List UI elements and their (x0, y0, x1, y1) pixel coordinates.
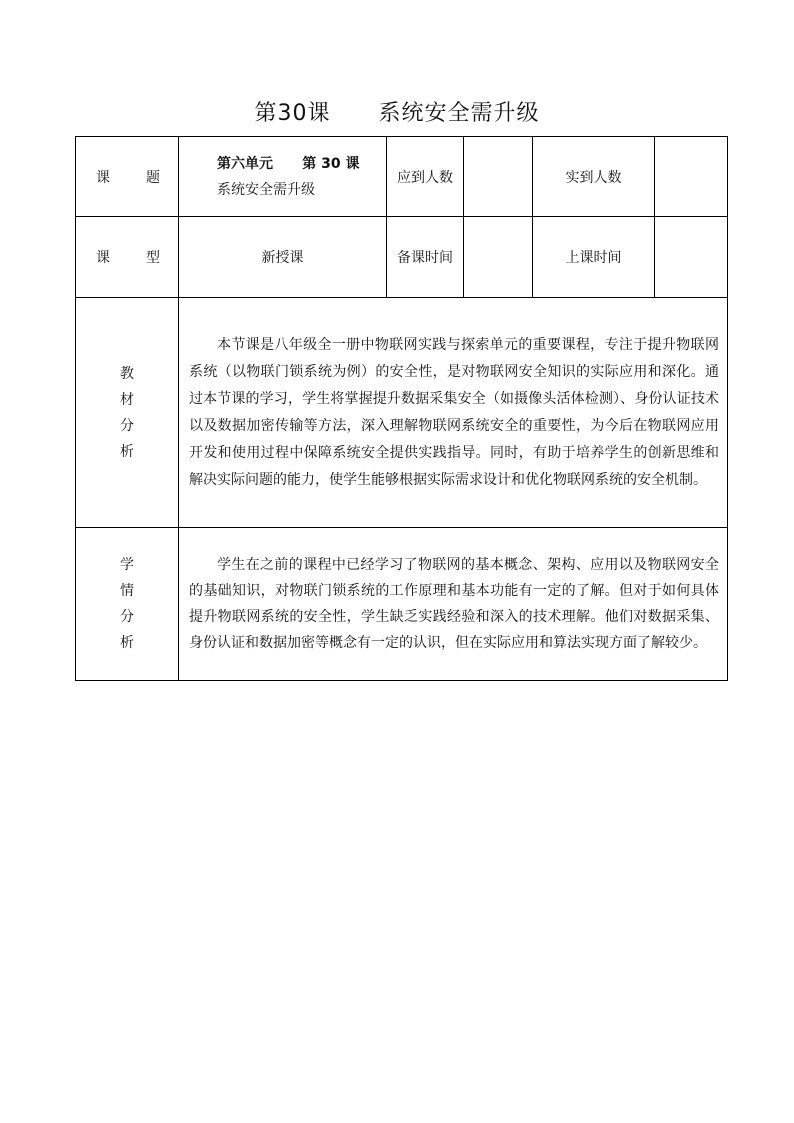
prep-time-value (464, 217, 533, 298)
student-analysis-label: 学 情 分 析 (120, 557, 134, 651)
lesson-topic: 系统安全需升级 (217, 181, 315, 198)
topic-value-cell (179, 137, 387, 217)
topic-label-cell (76, 137, 179, 217)
table-row-textbook-analysis (76, 298, 728, 528)
actual-attendance-value (655, 137, 728, 217)
lesson-type-value: 新授课 (179, 217, 387, 298)
student-analysis-text: 学生在之前的课程中已经学习了物联网的基本概念、架构、应用以及物联网安全的基础知识，对物联门锁系统的工作原理和基本功能有一定的了解。但对于如何具体提升物联网系统的安全性，学生缺乏实践经验和深入的技术理解。他们对数据采集、身份认证和数据加密等概念有一定的认识，但在实际应用和算法实现方面了解较少。 (179, 528, 728, 681)
student-analysis-label-cell (76, 528, 179, 681)
actual-attendance-label: 实到人数 (533, 137, 655, 217)
table-row-topic (76, 137, 728, 217)
class-time-label: 上课时间 (533, 217, 655, 298)
table-row-student-analysis (76, 528, 728, 681)
textbook-analysis-label: 教 材 分 析 (120, 365, 134, 460)
table-row-type (76, 217, 728, 298)
lesson-plan-table (75, 136, 728, 681)
class-time-value (655, 217, 728, 298)
unit-lesson-number: 第六单元 第 30 课 (217, 155, 360, 172)
topic-label: 课 题 (96, 169, 160, 186)
page-title: 第30课 系统安全需升级 (254, 101, 540, 126)
prep-time-label: 备课时间 (387, 217, 464, 298)
expected-attendance-label: 应到人数 (387, 137, 464, 217)
textbook-analysis-text: 本节课是八年级全一册中物联网实践与探索单元的重要课程，专注于提升物联网系统（以物联门锁系统为例）的安全性，是对物联网安全知识的实际应用和深化。通过本节课的学习，学生将掌握提升数据采集安全（如摄像头活体检测）、身份认证技术以及数据加密传输等方法，深入理解物联网系统安全的重要性，为今后在物联网应用开发和使用过程中保障系统安全提供实践指导。同时，有助于培养学生的创新思维和解决实际问题的能力，使学生能够根据实际需求设计和优化物联网系统的安全机制。 (179, 298, 728, 528)
textbook-analysis-label-cell (76, 298, 179, 528)
type-label-cell (76, 217, 179, 298)
expected-attendance-value (464, 137, 533, 217)
type-label: 课 型 (96, 250, 160, 266)
